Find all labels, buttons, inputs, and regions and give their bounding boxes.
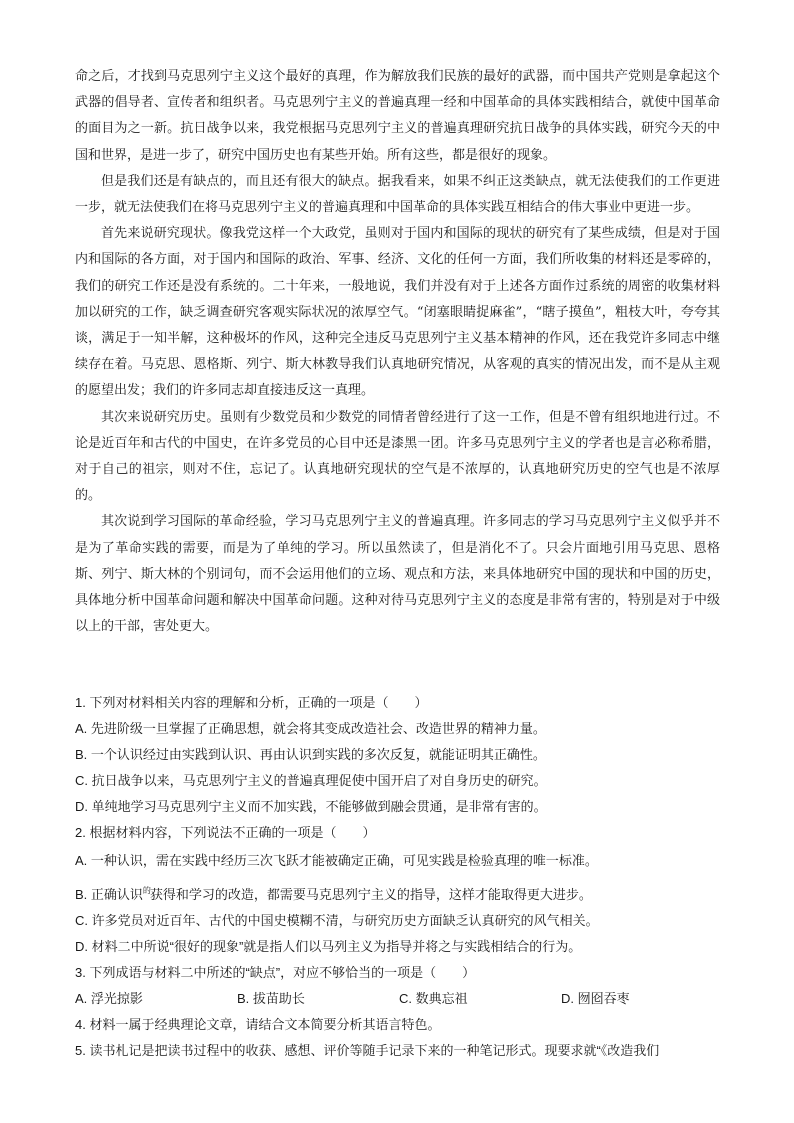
question-2 <box>75 820 720 960</box>
question-2-option-d: D. 材料二中所说“很好的现象”就是指人们以马列主义为指导并将之与实践相结合的行为。 <box>75 939 582 954</box>
passage-paragraph-5: 其次说到学习国际的革命经验，学习马克思列宁主义的普遍真理。许多同志的学习马克思列宁主义似乎并不是为了革命实践的需要，而是为了单纯的学习。所以虽然读了，但是消化不了。只会片面地引用马克思、恩格斯、列宁、斯大林的个别词句，而不会运用他们的立场、观点和方法，来具体地研究中国的现状和中国的历史，具体地分析中国革命问题和解决中国革命问题。这种对待马克思列宁主义的态度是非常有害的，特别是对于中级以上的干部，害处更大。 <box>75 514 720 635</box>
question-2-stem: 2. 根据材料内容，下列说法不正确的一项是（ ） <box>75 825 376 840</box>
question-3-option-a: A. 浮光掠影 <box>75 991 143 1006</box>
question-2-option-b <box>75 878 720 908</box>
question-3-stem: 3. 下列成语与材料二中所述的“缺点”，对应不够恰当的一项是（ ） <box>75 965 476 980</box>
questions-section <box>75 690 720 1064</box>
question-2-option-b-superscript: 的 <box>142 886 150 895</box>
question-1-option-a: A. 先进阶级一旦掌握了正确思想，就会将其变成改造社会、改造世界的精神力量。 <box>75 721 546 736</box>
passage-paragraph-4: 其次来说研究历史。虽则有少数党员和少数党的同情者曾经进行了这一工作，但是不曾有组织地进行过。不论是近百年和古代的中国史，在许多党员的心目中还是漆黑一团。许多马克思列宁主义的学者也是言必称希腊，对于自己的祖宗，则对不住，忘记了。认真地研究现状的空气是不浓厚的，认真地研究历史的空气也是不浓厚的。 <box>75 409 720 504</box>
question-1-option-c: C. 抗日战争以来，马克思列宁主义的普遍真理促使中国开启了对自身历史的研究。 <box>75 773 547 788</box>
passage-paragraph-2: 但是我们还是有缺点的，而且还有很大的缺点。据我看来，如果不纠正这类缺点，就无法使我们的工作更进一步，就无法使我们在将马克思列宁主义的普遍真理和中国革命的具体实践互相结合的伟大事业中更进一步。 <box>75 173 720 216</box>
passage-paragraph-3: 首先来说研究现状。像我党这样一个大政党，虽则对于国内和国际的现状的研究有了某些成绩，但是对于国内和国际的各方面，对于国内和国际的政治、军事、经济、文化的任何一方面，我们所收集的材料还是零碎的，我们的研究工作还是没有系统的。二十年来，一般地说，我们并没有对于上述各方面作过系统的周密的收集材料加以研究的工作，缺乏调查研究客观实际状况的浓厚空气。“闭塞眼睛捉麻雀”，“瞎子摸鱼”，粗枝大叶，夸夸其谈，满足于一知半解，这种极坏的作风，这种完全违反马克思列宁主义基本精神的作风，还在我党许多同志中继续存在着。马克思、恩格斯、列宁、斯大林教导我们认真地研究情况，从客观的真实的情况出发，而不是从主观的愿望出发；我们的许多同志却直接违反这一真理。 <box>75 226 720 399</box>
question-2-option-b-start: B. 正确认识 <box>75 887 143 902</box>
question-1-option-d: D. 单纯地学习马克思列宁主义而不加实践，不能够做到融会贯通，是非常有害的。 <box>75 799 547 814</box>
question-2-option-a: A. 一种认识，需在实践中经历三次飞跃才能被确定正确，可见实践是检验真理的唯一标准。 <box>75 853 598 868</box>
question-3 <box>75 960 720 1012</box>
question-3-option-d: D. 囫囵吞枣 <box>561 991 630 1006</box>
question-5-stem: 5. 读书札记是把读书过程中的收获、感想、评价等随手记录下来的一种笔记形式。现要求就“《改造我们 <box>75 1043 660 1058</box>
question-2-option-c: C. 许多党员对近百年、古代的中国史模糊不清，与研究历史方面缺乏认真研究的风气相关。 <box>75 913 599 928</box>
question-3-option-b: B. 拔苗助长 <box>237 991 305 1006</box>
question-3-option-c: C. 数典忘祖 <box>399 991 468 1006</box>
question-1-stem: 1. 下列对材料相关内容的理解和分析，正确的一项是（ ） <box>75 695 428 710</box>
reading-passage <box>75 64 720 640</box>
question-3-options <box>75 986 720 1012</box>
question-4-stem: 4. 材料一属于经典理论文章，请结合文本简要分析其语言特色。 <box>75 1017 441 1032</box>
question-1 <box>75 690 720 820</box>
passage-paragraph-1: 命之后，才找到马克思列宁主义这个最好的真理，作为解放我们民族的最好的武器，而中国共产党则是拿起这个武器的倡导者、宣传者和组织者。马克思列宁主义的普遍真理一经和中国革命的具体实践相结合，就使中国革命的面目为之一新。抗日战争以来，我党根据马克思列宁主义的普遍真理研究抗日战争的具体实践，研究今天的中国和世界，是进一步了，研究中国历史也有某些开始。所有这些，都是很好的现象。 <box>75 69 720 163</box>
question-1-option-b: B. 一个认识经过由实践到认识、再由认识到实践的多次反复，就能证明其正确性。 <box>75 747 546 762</box>
question-2-option-b-end: 获得和学习的改造，都需要马克思列宁主义的指导，这样才能取得更大进步。 <box>149 887 592 902</box>
